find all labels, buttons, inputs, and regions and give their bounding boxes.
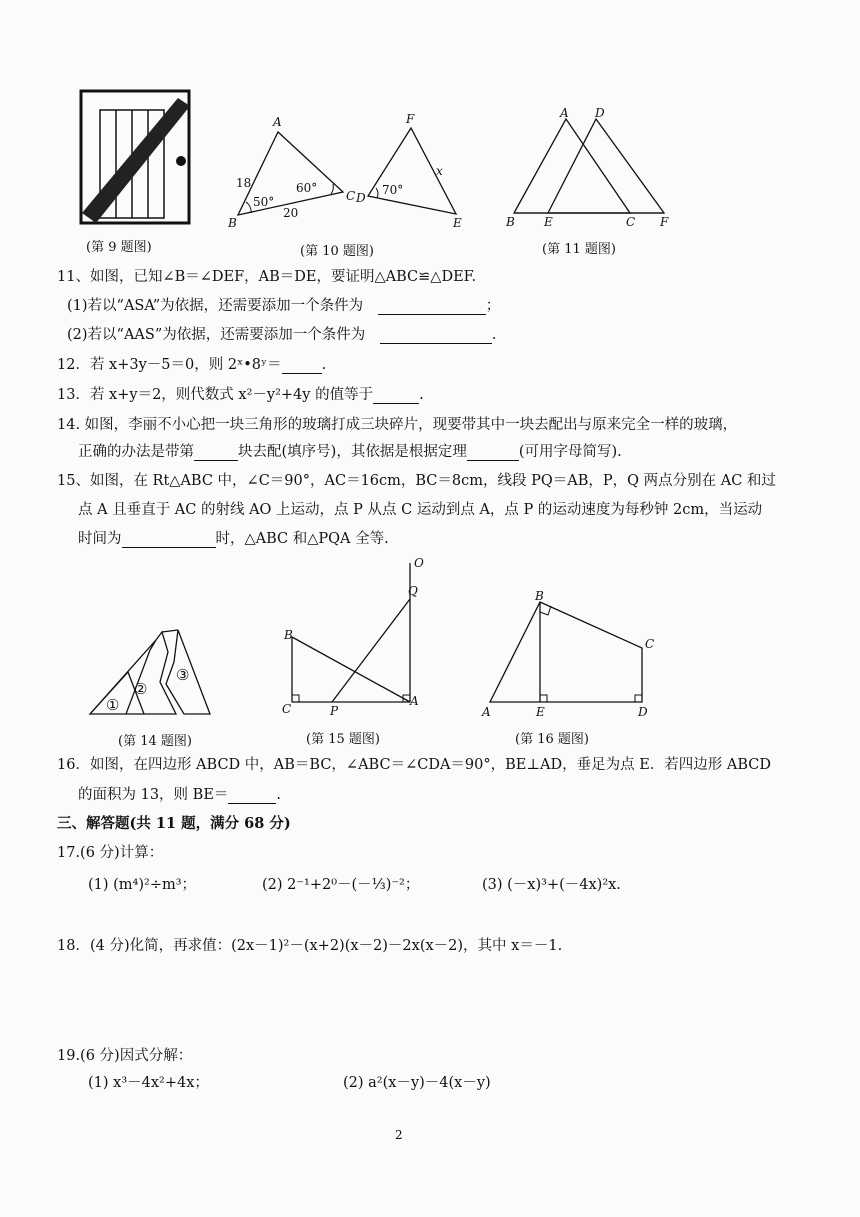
q13-blank[interactable] [373,389,419,404]
fig10-label-D: D [356,191,366,205]
fig16-label-D: D [638,705,648,719]
q14-line2-a: 正确的办法是带第 [78,444,194,460]
fig11-label-C: C [626,215,636,229]
q15-line1: 15、如图，在 Rt△ABC 中，∠C＝90°，AC＝16cm，BC＝8cm，线段 PQ＝AB，P，Q 两点分别在 AC 和过 [57,473,776,489]
q14-blank-2[interactable] [467,446,519,461]
q14-line2-c: (可用字母简写). [518,444,622,460]
q16-line2-b: . [276,787,282,803]
fig10-caption: (第 10 题图) [300,244,374,259]
section-3-heading: 三、解答题(共 11 题，满分 68 分) [57,815,291,832]
fig14-piece-1: ① [106,696,120,714]
figure-11 [500,105,680,230]
q15-line2: 点 A 且垂直于 AC 的射线 AO 上运动，点 P 从点 C 运动到点 A，点 P 的运动速度为每秒钟 2cm，当运动 [78,502,763,518]
fig9-caption: (第 9 题图) [86,240,152,255]
q14-line1: 14. 如图，李丽不小心把一块三角形的玻璃打成三块碎片，现要带其中一块去配出与原来完全一样的玻璃， [57,417,738,433]
fig16-label-E: E [536,705,545,719]
figure-15 [280,555,430,720]
fig11-label-F: F [660,215,669,229]
page-number: 2 [395,1128,403,1142]
q11-part2-text: (2)若以“AAS”为依据，还需要添加一个条件为 [67,327,366,343]
q14-line2 [78,443,622,461]
fig15-label-Q: Q [408,584,418,598]
q12 [57,356,326,374]
q15-line3 [78,530,389,548]
q19-part2: (2) a²(x－y)－4(x－y) [343,1075,491,1091]
q11-stem: 11、如图，已知∠B＝∠DEF，AB＝DE，要证明△ABC≌△DEF. [57,269,477,285]
q13 [57,386,424,404]
fig11-caption: (第 11 题图) [542,242,616,257]
q12-blank[interactable] [282,359,322,374]
fig10-label-F: F [406,112,415,126]
q16-line2 [78,786,281,804]
fig15-label-A: A [410,694,419,708]
q11-part2-end: . [491,327,497,343]
fig11-label-A: A [560,106,569,120]
q12-end: . [321,357,327,373]
fig11-label-B: B [506,215,515,229]
q17-part2: (2) 2⁻¹+2⁰－(－⅓)⁻²； [262,877,420,893]
fig10-label-C: C [346,189,356,203]
q12-text: 12．若 x+3y－5＝0，则 2ˣ•8ʸ＝ [57,357,282,373]
fig14-piece-2: ② [134,680,148,698]
q19-title: 19.(6 分)因式分解： [57,1048,193,1064]
fig15-caption: (第 15 题图) [306,732,380,747]
fig10-label-x: x [436,164,443,178]
q11-part1-end: ； [485,298,501,314]
q19-part1: (1) x³－4x²+4x； [88,1075,209,1091]
fig15-label-P: P [330,704,339,718]
fig16-label-C: C [645,637,655,651]
figure-16 [478,588,658,720]
fig15-label-C: C [282,702,292,716]
q11-part2-blank[interactable] [380,329,492,344]
fig10-side-bc: 20 [283,206,299,220]
fig10-label-E: E [453,216,462,230]
q11-part2 [67,326,496,344]
fig11-label-E: E [544,215,553,229]
q11-part1-text: (1)若以“ASA”为依据，还需要添加一个条件为 [67,298,364,314]
q16-line2-a: 的面积为 13，则 BE＝ [78,787,229,803]
q15-line3-a: 时间为 [78,531,122,547]
q17-title: 17.(6 分)计算： [57,845,164,861]
q14-blank-1[interactable] [194,446,238,461]
q13-text: 13．若 x+y＝2，则代数式 x²－y²+4y 的值等于 [57,387,374,403]
q14-line2-b: 块去配(填序号)，其依据是根据定理 [238,444,467,460]
q11-part1-blank[interactable] [378,300,486,315]
fig16-caption: (第 16 题图) [515,732,589,747]
q17-part3: (3) (－x)³+(－4x)²x. [482,877,621,893]
q18: 18．(4 分)化简，再求值：(2x－1)²－(x+2)(x－2)－2x(x－2)，其中 x＝－1. [57,938,563,954]
fig10-angle-d: 70° [382,183,404,197]
fig16-label-B: B [535,589,544,603]
figure-14 [88,622,218,722]
fig11-label-D: D [595,106,605,120]
q16-blank[interactable] [228,789,276,804]
q16-line1: 16．如图，在四边形 ABCD 中，AB＝BC，∠ABC＝∠CDA＝90°，BE⊥AD，垂足为点 E．若四边形 ABCD [57,757,772,773]
fig16-label-A: A [482,705,491,719]
q15-line3-b: 时，△ABC 和△PQA 全等. [215,531,389,547]
fig10-side-ab: 18 [236,176,252,190]
q15-blank[interactable] [122,533,216,548]
fig14-caption: (第 14 题图) [118,734,192,749]
fig15-label-B: B [284,628,293,642]
fig10-label-A: A [273,115,282,129]
fig14-piece-3: ③ [176,666,190,684]
figure-9 [78,88,198,228]
q11-part1 [67,297,500,315]
q17-part1: (1) (m⁴)²÷m³； [88,877,197,893]
fig15-label-O: O [414,556,424,570]
q13-end: . [419,387,424,403]
fig10-angle-b: 50° [253,195,275,209]
figure-10 [228,110,468,235]
fig10-label-B: B [228,216,237,230]
fig10-angle-c: 60° [296,181,318,195]
